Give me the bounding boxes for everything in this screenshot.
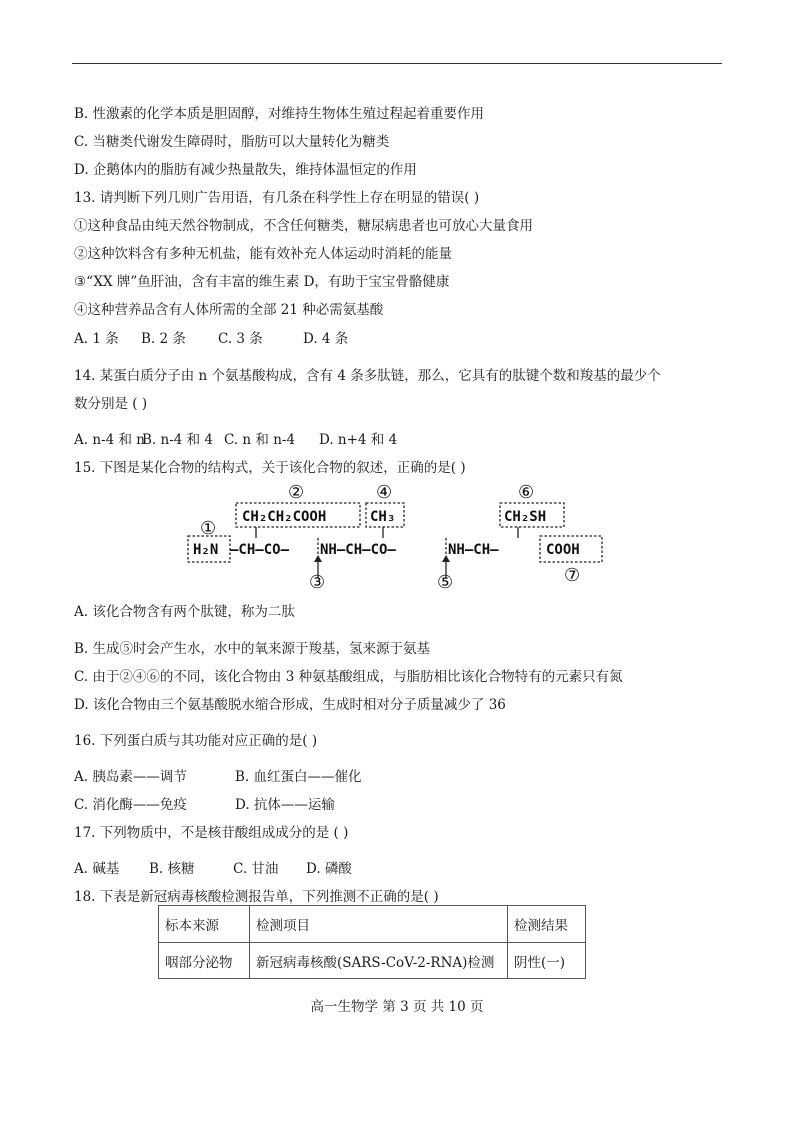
q17-option-a: A. 碱基	[74, 861, 120, 877]
q14-option-c: C. n 和 n-4	[224, 432, 296, 448]
group-1-text: H₂N	[193, 542, 219, 558]
group-7-text: COOH	[546, 542, 580, 558]
q16-options-row2	[74, 796, 335, 814]
q14-option-d: D. n+4 和 4	[319, 432, 398, 448]
q16-option-a: A. 胰岛素——调节	[74, 769, 187, 785]
q15-option-b: B. 生成⑤时会产生水，水中的氧来源于羧基，氢来源于氨基	[74, 641, 431, 657]
table-cell: 咽部分泌物	[159, 943, 250, 979]
label-1: ①	[200, 518, 217, 539]
q13-item-1: ①这种食品由纯天然谷物制成，不含任何糖类，糖尿病患者也可放心大量食用	[74, 218, 533, 234]
q13-option-d: D. 4 条	[303, 331, 349, 347]
label-5: ⑤	[437, 572, 454, 593]
q14-stem-line1: 14. 某蛋白质分子由 n 个氨基酸构成，含有 4 条多肽链，那么，它具有的肽键个数和羧基的最少个	[74, 368, 661, 384]
header-rule	[72, 63, 722, 64]
q16-option-c: C. 消化酶——免疫	[74, 797, 187, 813]
q13-options	[74, 330, 348, 348]
q14-stem-line2: 数分别是 ( )	[74, 396, 148, 412]
q16-option-b: B. 血红蛋白——催化	[235, 769, 362, 785]
q13-item-3: ③“XX 牌”鱼肝油，含有丰富的维生素 D，有助于宝宝骨骼健康	[74, 274, 450, 290]
q13-option-a: A. 1 条	[74, 331, 119, 347]
q16-options-row1	[74, 768, 362, 786]
q18-stem: 18. 下表是新冠病毒核酸检测报告单，下列推测不正确的是( )	[74, 889, 439, 905]
q15-option-c: C. 由于②④⑥的不同，该化合物由 3 种氨基酸组成，与脂肪相比该化合物特有的元素只有氮	[74, 669, 623, 685]
group-4-text: CH₃	[370, 509, 396, 525]
q17-option-d: D. 磷酸	[306, 861, 352, 877]
q17-stem: 17. 下列物质中，不是核苷酸组成成分的是 ( )	[74, 825, 349, 841]
table-header-cell: 检测项目	[250, 906, 508, 943]
q13-item-4: ④这种营养品含有人体所需的全部 21 种必需氨基酸	[74, 302, 384, 318]
table-header-row	[159, 906, 586, 943]
table-header-cell: 检测结果	[508, 906, 586, 943]
q16-option-d: D. 抗体——运输	[235, 797, 335, 813]
table-row	[159, 943, 586, 979]
table-cell: 新冠病毒核酸(SARS-CoV-2-RNA)检测	[250, 943, 508, 979]
q15-structural-formula	[184, 478, 614, 593]
q15-option-a: A. 该化合物含有两个肽键，称为二肽	[74, 604, 295, 620]
q14-options	[74, 431, 397, 449]
q13-option-b: B. 2 条	[141, 331, 186, 347]
table-header-cell: 标本来源	[159, 906, 250, 943]
group-2-text: CH₂CH₂COOH	[242, 509, 327, 525]
backbone-segment-2: NH—CH—CO—	[320, 542, 396, 558]
label-3: ③	[309, 572, 326, 593]
q13-stem: 13. 请判断下列几则广告用语，有几条在科学性上存在明显的错误( )	[74, 190, 480, 206]
q18-report-table	[158, 905, 586, 979]
q12-option-c: C. 当糖类代谢发生障碍时，脂肪可以大量转化为糖类	[74, 134, 390, 150]
q13-option-c: C. 3 条	[218, 331, 263, 347]
backbone-segment-1: —CH—CO—	[230, 542, 290, 558]
q15-stem: 15. 下图是某化合物的结构式，关于该化合物的叙述，正确的是( )	[74, 460, 466, 476]
q14-option-b: B. n-4 和 4	[142, 432, 214, 448]
group-6-text: CH₂SH	[504, 509, 547, 525]
q17-option-c: C. 甘油	[233, 861, 279, 877]
q13-item-2: ②这种饮料含有多种无机盐，能有效补充人体运动时消耗的能量	[74, 246, 452, 262]
label-4: ④	[376, 482, 393, 503]
q12-option-d: D. 企鹅体内的脂肪有减少热量散失，维持体温恒定的作用	[74, 162, 417, 178]
q12-option-b: B. 性激素的化学本质是胆固醇，对维持生物体生殖过程起着重要作用	[74, 106, 485, 122]
label-2: ②	[288, 482, 305, 503]
label-6: ⑥	[518, 482, 535, 503]
q16-stem: 16. 下列蛋白质与其功能对应正确的是( )	[74, 733, 318, 749]
page-footer: 高一生物学 第 3 页 共 10 页	[310, 999, 484, 1015]
backbone-segment-3: NH—CH—	[448, 542, 499, 558]
label-7: ⑦	[564, 565, 581, 586]
q15-option-d: D. 该化合物由三个氨基酸脱水缩合形成，生成时相对分子质量减少了 36	[74, 697, 506, 713]
q14-option-a: A. n-4 和 n	[74, 432, 145, 448]
q17-options	[74, 860, 352, 878]
table-cell: 阴性(一)	[508, 943, 586, 979]
q17-option-b: B. 核糖	[149, 861, 195, 877]
